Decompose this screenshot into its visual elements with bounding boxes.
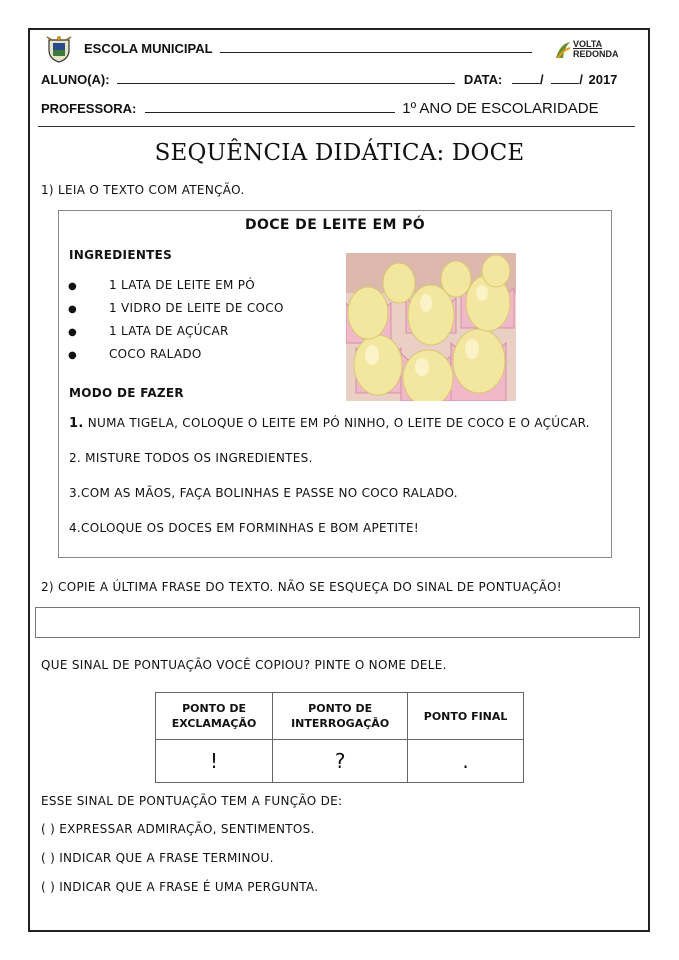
- option-ended[interactable]: ( ) INDICAR QUE A FRASE TERMINOU.: [41, 851, 274, 865]
- method-step-1: [69, 416, 590, 431]
- step-text: NUMA TIGELA, COLOQUE O LEITE EM PÓ NINHO, O LEITE DE COCO E O AÇÚCAR.: [87, 416, 590, 430]
- teacher-label: PROFESSORA:: [41, 101, 137, 116]
- bullet-icon: ●: [68, 327, 77, 338]
- question-2: 2) COPIE A ÚLTIMA FRASE DO TEXTO. NÃO SE ESQUEÇA DO SINAL DE PONTUAÇÃO!: [41, 580, 562, 594]
- punctuation-table: [155, 692, 524, 783]
- ingredient-item: 1 LATA DE LEITE EM PÓ: [109, 278, 256, 292]
- header-interrogation[interactable]: PONTO DE INTERROGAÇÃO: [273, 693, 408, 740]
- logo-text-bottom: REDONDA: [573, 49, 619, 59]
- header-exclamation[interactable]: PONTO DE EXCLAMAÇÃO: [156, 693, 273, 740]
- volta-redonda-logo: [554, 38, 619, 64]
- recipe-box: [58, 210, 612, 558]
- date-day-blank[interactable]: [512, 71, 540, 84]
- ingredient-item: COCO RALADO: [109, 347, 202, 361]
- grade-text: 1º ANO DE ESCOLARIDADE: [402, 100, 599, 117]
- method-step-2: 2. MISTURE TODOS OS INGREDIENTES.: [69, 451, 313, 465]
- symbol-exclamation: !: [156, 740, 273, 783]
- question-3: QUE SINAL DE PONTUAÇÃO VOCÊ COPIOU? PINTE O NOME DELE.: [41, 658, 447, 672]
- symbol-question: ?: [273, 740, 408, 783]
- page-title: SEQUÊNCIA DIDÁTICA: DOCE: [154, 140, 525, 166]
- question-1: 1) LEIA O TEXTO COM ATENÇÃO.: [41, 183, 245, 197]
- method-step-4: 4.COLOQUE OS DOCES EM FORMINHAS E BOM APETITE!: [69, 521, 419, 535]
- school-crest-icon: [44, 34, 74, 64]
- coconut-sweets-photo: [346, 253, 516, 401]
- answer-input-box[interactable]: [35, 607, 640, 638]
- bullet-icon: ●: [68, 304, 77, 315]
- recipe-title: DOCE DE LEITE EM PÓ: [244, 217, 426, 233]
- ingredients-heading: INGREDIENTES: [69, 248, 173, 262]
- ingredient-item: 1 VIDRO DE LEITE DE COCO: [109, 301, 284, 315]
- student-name-blank[interactable]: [117, 71, 455, 84]
- date-year: 2017: [588, 72, 618, 87]
- method-heading: MODO DE FAZER: [69, 386, 184, 400]
- step-number: 1.: [69, 416, 84, 431]
- date-separator: /: [539, 72, 544, 87]
- method-step-3: 3.COM AS MÃOS, FAÇA BOLINHAS E PASSE NO COCO RALADO.: [69, 486, 458, 500]
- student-label: ALUNO(A):: [41, 72, 110, 87]
- bullet-icon: ●: [68, 350, 77, 361]
- date-month-blank[interactable]: [551, 71, 579, 84]
- logo-mark-icon: [554, 40, 572, 60]
- ingredient-item: 1 LATA DE AÇÚCAR: [109, 324, 229, 338]
- logo-text-top: VOLTA: [573, 39, 603, 49]
- option-question[interactable]: ( ) INDICAR QUE A FRASE É UMA PERGUNTA.: [41, 880, 319, 894]
- header-final-point[interactable]: PONTO FINAL: [408, 693, 524, 740]
- school-name-blank[interactable]: [220, 40, 532, 53]
- option-admiration[interactable]: ( ) EXPRESSAR ADMIRAÇÃO, SENTIMENTOS.: [41, 822, 315, 836]
- question-4: ESSE SINAL DE PONTUAÇÃO TEM A FUNÇÃO DE:: [41, 794, 343, 808]
- school-label: ESCOLA MUNICIPAL: [84, 41, 213, 56]
- date-label: DATA:: [463, 72, 503, 87]
- bullet-icon: ●: [68, 281, 77, 292]
- symbol-period: .: [408, 740, 524, 783]
- header-divider: [38, 126, 635, 127]
- date-separator: /: [579, 72, 583, 87]
- teacher-name-blank[interactable]: [145, 100, 395, 113]
